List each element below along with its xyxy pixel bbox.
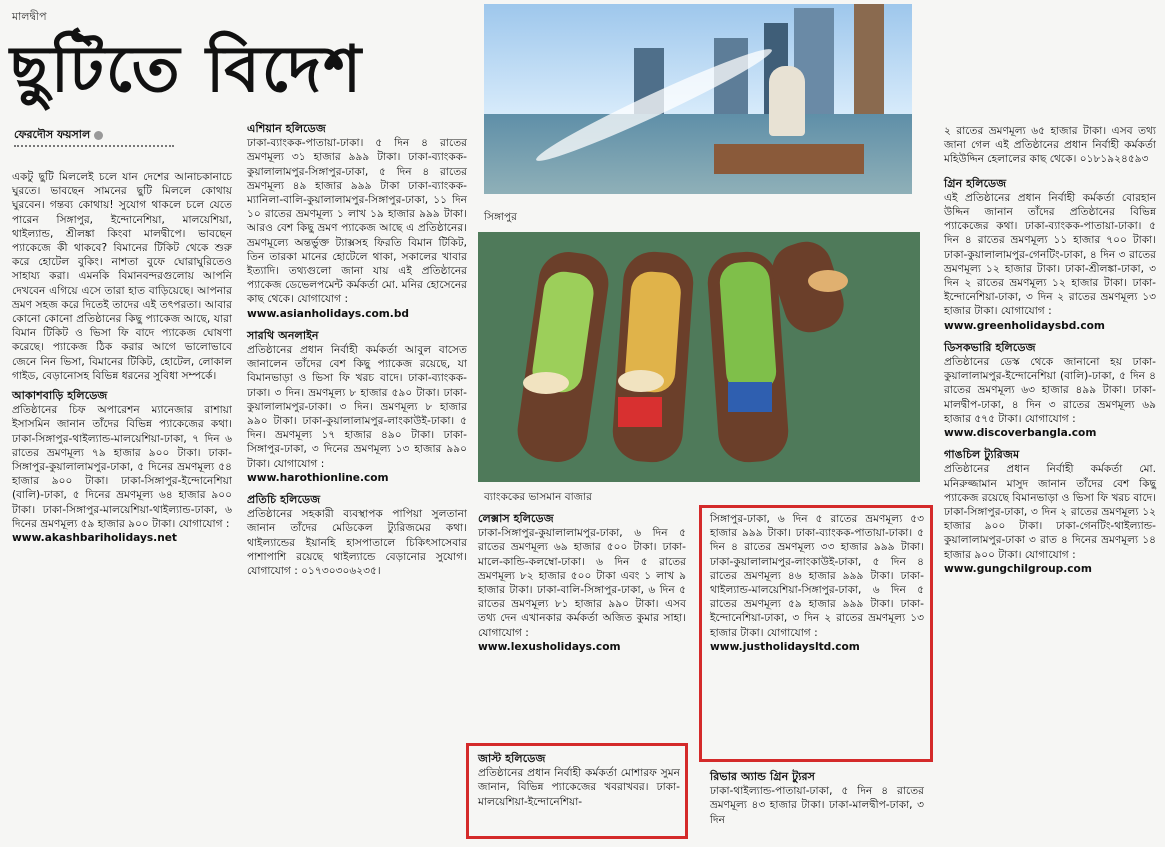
column-4	[710, 512, 924, 654]
section-body: প্রতিষ্ঠানের চিফ অপারেশন ম্যানেজার রাশায়া ইসাসমিন জানান তাঁদের বিভিন্ন প্যাকেজের কথা। ঢাকা-সিঙ্গাপুর-থাইল্যান্ড-মালয়েশিয়া-ঢাকা, ৭ দিন ৬ রাতের ভ্রমণমূল্য ৭৯ হাজার ৯০০ টাকা। ঢাকা-সিঙ্গাপুর-কুয়ালালামপুর-ঢাকা, ৫ দিনের ভ্রমণমূল্য ৫৪ হাজার ৯০০ টাকা। ঢাকা-সিঙ্গাপুর-ইন্দোনেশিয়া (বালি)-ঢাকা, ৫ দিনের ভ্রমণমূল্য ৬৪ হাজার ৯০০ টাকা। ঢাকা-সিঙ্গাপুর-মালয়েশিয়া-থাইল্যান্ড-ঢাকা, ৬ দিনের ভ্রমণমূল্য ৫৯ হাজার ৯০০ টাকা। যোগাযোগ :	[12, 404, 232, 530]
straw-hat	[808, 270, 848, 292]
section-heading: এশিয়ান হলিডেজ	[247, 122, 326, 135]
photo-platform	[714, 144, 864, 174]
column-2	[247, 122, 467, 578]
website-link[interactable]: www.akashbariholidays.net	[12, 532, 177, 545]
byline	[14, 126, 103, 145]
section-heading: গাঙচিল ট্যুরিজম	[944, 448, 1020, 462]
straw-hat	[618, 370, 664, 392]
singapore-photo	[484, 4, 912, 194]
vendor	[618, 397, 662, 427]
section-kicker: মালদ্বীপ	[12, 10, 47, 23]
byline-author: ফেরদৌস ফয়সাল	[14, 128, 91, 141]
section-body: প্রতিষ্ঠানের প্রধান নির্বাহী কর্মকর্তা মো. মনিরুজ্জামান মাসুদ জানান তাঁদের বেশ কিছু প্যাকেজ রয়েছে বিমানভাড়া ও ভিসা ফি খরচ বাদে। ঢাকা-সিঙ্গাপুর-ঢাকা, ৩ দিন ২ রাতের ভ্রমণমূল্য ১২ হাজার ৯০০ টাকা। ঢাকা-গেনটিং-থাইল্যান্ড-কুয়ালালামপুর-ঢাকা ৩ রাত ৪ দিনের ভ্রমণমূল্য ১৪ হাজার ৯০০ টাকা। যোগাযোগ :	[944, 463, 1156, 561]
website-link[interactable]: www.greenholidaysbd.com	[944, 319, 1105, 332]
section-body: সিঙ্গাপুর-ঢাকা, ৬ দিন ৫ রাতের ভ্রমণমূল্য ৫৩ হাজার ৯৯৯ টাকা। ঢাকা-ব্যাংকক-পাতায়া-ঢাকা। ৫ দিন ৪ রাতের ভ্রমণমূল্য ৩৩ হাজার ৯৯৯ টাকা। ঢাকা-কুয়ালালামপুর-লাংকাউই-ঢাকা, ৫ দিন ৪ রাতের ভ্রমণমূল্য ৪৬ হাজার ৯৯৯ টাকা। ঢাকা-থাইল্যান্ড-মালয়েশিয়া-সিঙ্গাপুর-ঢাকা, ৬ দিন ৫ রাতের ভ্রমণমূল্য ৫৯ হাজার ৯৯৯ টাকা। ঢাকা-ইন্দোনেশিয়া-ঢাকা, ৩ দিন ২ রাতের ভ্রমণমূল্য ১৩ হাজার টাকা। যোগাযোগ :	[710, 513, 924, 639]
section-heading: রিভার অ্যান্ড গ্রিন ট্যুরস	[710, 770, 816, 783]
section-body: ২ রাতের ভ্রমণমূল্য ৬৫ হাজার টাকা। এসব তথ্য জানা গেল এই প্রতিষ্ঠানের প্রধান নির্বাহী কর্মকর্তা মহিউদ্দিন হেলালের কাছ থেকে। ০১৮১৯২৪৫৯৩	[944, 125, 1156, 166]
column-5	[944, 124, 1156, 576]
column-3	[478, 512, 686, 654]
merlion-statue	[769, 66, 805, 136]
section-heading: গ্রিন হলিডেজ	[944, 176, 1007, 190]
vendor	[728, 382, 772, 412]
section-heading: প্রতিচি হলিডেজ	[247, 493, 321, 507]
section-heading: লেক্সাস হলিডেজ	[478, 512, 554, 525]
website-link[interactable]: www.justholidaysltd.com	[710, 640, 860, 653]
produce	[719, 260, 778, 393]
section-heading: আকাশবাড়ি হলিডেজ	[12, 389, 108, 403]
singapore-caption: সিঙ্গাপুর	[484, 211, 517, 223]
section-body: প্রতিষ্ঠানের প্রধান নির্বাহী কর্মকর্তা আবুল বাসেত জানালেন তাঁদের বেশ কিছু প্যাকেজ রয়েছে, যা বিমানভাড়া ও ভিসা ফি খরচ বাদে। ঢাকা-ব্যাংকক-ঢাকা। ৩ দিন। ভ্রমণমূল্য ৮ হাজার ৫৯০ টাকা। ঢাকা-কুয়ালালামপুর-ঢাকা। ৩ দিন। ভ্রমণমূল্য ৮ হাজার ৯৯০ টাকা। ঢাকা-কুয়ালালামপুর-লাংকাউই-ঢাকা। ৫ দিন। ভ্রমণমূল্য ১৭ হাজার ৪৯০ টাকা। ঢাকা-সিঙ্গাপুর-ঢাকা, ৩ দিনের ভ্রমণমূল্য ১৩ হাজার ৯৯০ টাকা। যোগাযোগ :	[247, 344, 467, 470]
byline-divider	[14, 145, 174, 147]
section-body: ঢাকা-সিঙ্গাপুর-কুয়ালালামপুর-ঢাকা, ৬ দিন ৫ রাতের ভ্রমণমূল্য ৬৯ হাজার ৫০০ টাকা। ঢাকা-মালে-কান্ডি-কলম্বো-ঢাকা। ৬ দিন ৫ রাতের ভ্রমণমূল্য ৮২ হাজার ৫০০ টাকা এবং ১ লাখ ৯ হাজার টাকা। ঢাকা-বালি-সিঙ্গাপুর-ঢাকা, ৬ দিন ৫ রাতের ভ্রমণমূল্য ৮১ হাজার ৯৯০ টাকা। এসব তথ্য দেন এখানকার কর্মকর্তা অজিত কুমার সাহা। যোগাযোগ :	[478, 527, 686, 639]
section-heading: জাস্ট হলিডেজ	[478, 752, 546, 765]
page-title: ছুটিতে বিদেশ	[10, 33, 364, 107]
section-body: প্রতিষ্ঠানের ডেস্ক থেকে জানানো হয় ঢাকা-কুয়ালালামপুর-ইন্দোনেশিয়া (বালি)-ঢাকা, ৫ দিন ৪ রাতের ভ্রমণমূল্য ৬৩ হাজার ৪৯৯ টাকা। ঢাকা-মালদ্বীপ-ঢাকা, ৪ দিন ৩ রাতের ভ্রমণমূল্য ৬৯ হাজার ৫৭৫ টাকা। যোগাযোগ :	[944, 356, 1156, 425]
straw-hat	[523, 372, 569, 394]
section-body: প্রতিষ্ঠানের সহকারী ব্যবস্থাপক পাপিয়া সুলতানা জানান তাঁদের মেডিকেল ট্যুরিজমের কথা। থাইল্যান্ডের ইয়ানহি হাসপাতালে চিকিৎসাসেবার পাশাপাশি রয়েছে থাইল্যান্ডে বেড়ানোর সুযোগ। যোগাযোগ : ০১৭৩০৩০৬২৩৫।	[247, 508, 467, 578]
column-4-lower	[710, 770, 924, 827]
website-link[interactable]: www.harothionline.com	[247, 471, 389, 484]
photo-building	[854, 4, 884, 118]
column-3-highlight	[478, 752, 680, 809]
section-body: ঢাকা-থাইল্যান্ড-পাতায়া-ঢাকা, ৫ দিন ৪ রাতের ভ্রমণমূল্য ৪৩ হাজার টাকা। ঢাকা-মালদ্বীপ-ঢাকা, ৩ দিন	[710, 785, 924, 826]
intro-text: একটু ছুটি মিললেই চলে যান দেশের আনাচকানাচে ঘুরতে। ভাবছেন সামনের ছুটি মিললে কোথায় ঘুরবেন। গন্তব্য কোথায়! সুযোগ থাকলে চলে যেতে পারেন সিঙ্গাপুর, ইন্দোনেশিয়া, মালয়েশিয়া, থাইল্যান্ড, শ্রীলঙ্কা কিংবা মালদ্বীপে। ভাবছেন প্যাকেজে কী থাকবে? বিমানের টিকিট থেকে শুরু করে হোটেল বুকিং। নাশতা বুফে ঘোরাঘুরিতেও সাহায্য করা। এমনকি বিমানবন্দরগুলোয় আপনি দেখবেন এগিয়ে এসে তারা হাত বাড়িয়েছে। আপনার ভ্রমণ সহজ করে দিতেই তাদের এই তৎপরতা। আবার কোনো কোনো প্রতিষ্ঠানের কিছু প্যাকেজ আছে, যারা বিমান টিকিট ও ভিসা ফি বাদে প্যাকেজ ঘোষণা করেছে। প্যাকেজ ঠিক করার আগে ভালোভাবে জেনে নিন ভিসা, বিমানের টিকিট, হোটেল, লোকাল গাইড, বেড়ানোসহ বিভিন্ন ধরনের সুবিধা সম্পর্কে।	[12, 171, 232, 382]
section-body: ঢাকা-ব্যাংকক-পাতায়া-ঢাকা। ৫ দিন ৪ রাতের ভ্রমণমূল্য ৩১ হাজার ৯৯৯ টাকা। ঢাকা-ব্যাংকক-কুয়ালালামপুর-সিঙ্গাপুর-ঢাকা, ৫ দিন ৪ রাতের ভ্রমণমূল্য ৪৯ হাজার ৯৯৯ টাকা ঢাকা-ব্যাংকক-ম্যানিলা-বালি-কুয়ালালামপুর-সিঙ্গাপুর-ঢাকা, ১১ দিন ১০ রাতের ভ্রমণমূল্য ১ লাখ ১৯ হাজার ৯৯৯ টাকা। আরও বেশ কিছু ভ্রমণ প্যাকেজ আছে এ প্রতিষ্ঠানের। ভ্রমণমূল্যে অন্তর্ভুক্ত ট্যাক্সসহ ফিরতি বিমান টিকিট, তিন তারকা মানের হোটেলে থাকা, সকালের খাবার ইত্যাদি। তথ্যগুলো জানা যায় এই প্রতিষ্ঠানের প্যাকেজ ডেভেলপমেন্ট কর্মকর্তা মো. মনির হোসেনের কাছ থেকে। যোগাযোগ :	[247, 137, 467, 306]
website-link[interactable]: www.lexusholidays.com	[478, 640, 621, 653]
website-link[interactable]: www.gungchilgroup.com	[944, 562, 1092, 575]
website-link[interactable]: www.discoverbangla.com	[944, 427, 1097, 440]
section-body: এই প্রতিষ্ঠানের প্রধান নির্বাহী কর্মকর্তা বোরহান উদ্দিন জানান তাঁদের প্রতিষ্ঠানের বিভিন্ন প্যাকেজের কথা। ঢাকা-ব্যাংকক-পাতায়া-ঢাকা। ৫ দিন ৪ রাতের ভ্রমণমূল্য ১১ হাজার ৭০০ টাকা। ঢাকা-কুয়ালালামপুর-গেনটিং-ঢাকা, ৪ দিন ৩ রাতের ভ্রমণমূল্য ১২ হাজার টাকা। ঢাকা-শ্রীলঙ্কা-ঢাকা, ৩ দিন ২ রাতের ভ্রমণমূল্য ১২ হাজার টাকা। ঢাকা-ইন্দোনেশিয়া-ঢাকা, ৩ দিন ২ রাতের ভ্রমণমূল্য ১৩ হাজার টাকা। যোগাযোগ :	[944, 191, 1156, 318]
column-1	[12, 170, 232, 545]
bangkok-photo	[478, 232, 920, 482]
section-heading: ডিসকভারি হলিডেজ	[944, 340, 1036, 354]
section-heading: সারথি অনলাইন	[247, 328, 319, 342]
website-link[interactable]: www.asianholidays.com.bd	[247, 307, 409, 320]
section-body: প্রতিষ্ঠানের প্রধান নির্বাহী কর্মকর্তা মোশারফ সুমন জানান, বিভিন্ন প্যাকেজের খবরাখবর। ঢাকা-মালয়েশিয়া-ইন্দোনেশিয়া-	[478, 767, 680, 808]
photo-sky	[484, 4, 912, 118]
byline-dot-icon	[94, 131, 103, 140]
bangkok-caption: ব্যাংককের ভাসমান বাজার	[484, 491, 592, 503]
